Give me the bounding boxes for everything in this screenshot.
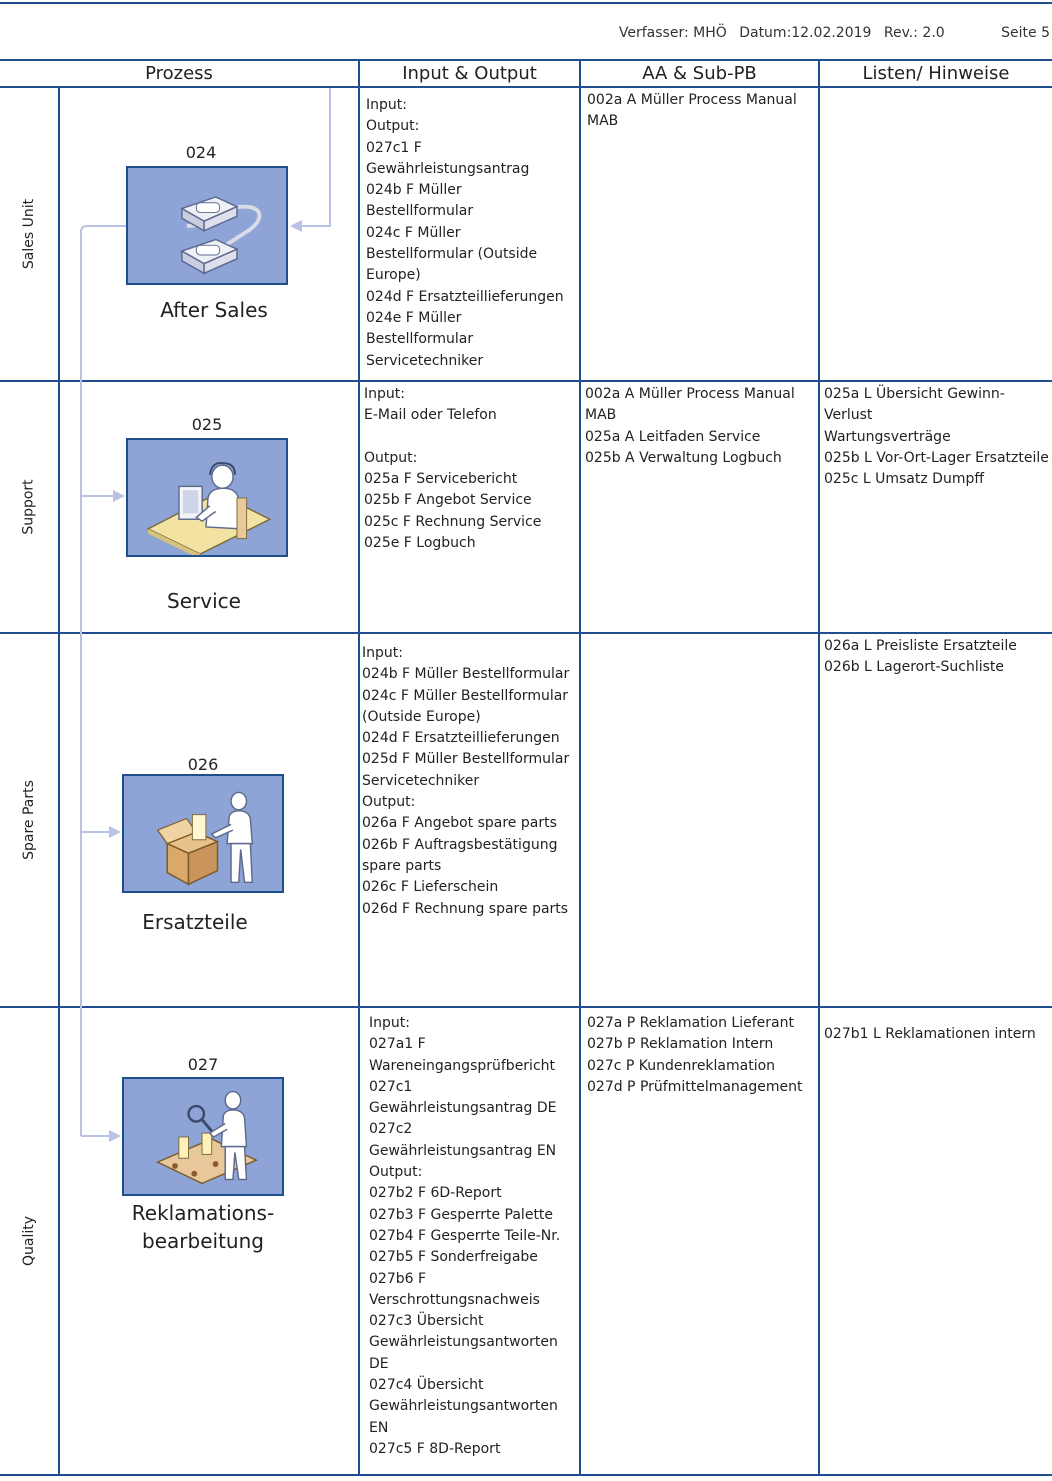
top-border (0, 2, 1052, 4)
lists-cell-reklamationsbearbeitung: 027b1 L Reklamationen intern (824, 1026, 1036, 1042)
lane-divider-1 (0, 380, 1052, 382)
connector-from-top (292, 88, 330, 226)
date-text: Datum:12.02.2019 (739, 25, 872, 41)
aa-cell-service: 002a A Müller Process Manual MAB 025a A Leitfaden Service 025b A Verwaltung Logbuch (585, 386, 795, 466)
author-text: Verfasser: MHÖ (618, 25, 727, 41)
connector-main-trunk (81, 226, 126, 1136)
io-cell-after-sales: Input: Output: 027c1 F Gewährleistungsantrag 024b F Müller Bestellformular 024c F Müller Bestellformular (Outside Europe) 024d F Ersatzteillieferungen 024e F Müller Bestellformular Servicetechniker (366, 97, 564, 369)
process-name-service: Service (167, 589, 241, 613)
column-header-aa: AA & Sub-PB (642, 63, 757, 84)
packing-worker-icon (124, 776, 282, 891)
column-header-lists: Listen/ Hinweise (862, 63, 1010, 84)
aa-cell-reklamationsbearbeitung: 027a P Reklamation Lieferant 027b P Reklamation Intern 027c P Kundenreklamation 027d P Prüfmittelmanagement (587, 1015, 803, 1095)
aa-cell-after-sales: 002a A Müller Process Manual MAB (587, 92, 797, 130)
process-box-ersatzteile[interactable] (122, 774, 284, 893)
lane-divider-3 (0, 1006, 1052, 1008)
process-name-after-sales: After Sales (160, 298, 268, 322)
lane-label-sales-unit: Sales Unit (21, 198, 37, 270)
column-header-process: Prozess (145, 63, 213, 84)
process-number-027: 027 (187, 1055, 219, 1074)
lists-cell-ersatzteile: 026a L Preisliste Ersatzteile 026b L Lagerort-Suchliste (824, 638, 1017, 676)
process-number-026: 026 (187, 755, 219, 774)
header-bottom-border (0, 86, 1052, 88)
page-number: Seite 5 (1001, 25, 1050, 41)
io-cell-ersatzteile: Input: 024b F Müller Bestellformular 024c F Müller Bestellformular (Outside Europe) 024d F Ersatzteillieferungen 025d F Müller Bestellformular Servicetechniker Output: 026a F Angebot spare parts 026b F Auftragsbestätigung spare parts 026c F Lieferschein 026d F Rechnung spare parts (362, 645, 570, 917)
process-number-025: 025 (191, 415, 223, 434)
column-divider-1 (358, 59, 360, 1476)
column-divider-3 (818, 59, 820, 1476)
process-box-service[interactable] (126, 438, 288, 557)
io-cell-reklamationsbearbeitung: Input: 027a1 F Wareneingangsprüfbericht 027c1 Gewährleistungsantrag DE 027c2 Gewährleistungsantrag EN Output: 027b2 F 6D-Report 027b3 F Gesperrte Palette 027b4 F Gesperrte Teile-Nr. 027b5 F Sonderfreigabe 027b6 F Verschrottungsnachweis 027c3 Übersicht Gewährleistungsantworten DE 027c4 Übersicht Gewährleistungsantworten EN 027c5 F 8D-Report (369, 1015, 561, 1457)
service-agent-icon (128, 440, 286, 555)
lane-divider-2 (0, 632, 1052, 634)
process-number-024: 024 (185, 143, 217, 162)
lane-label-support: Support (21, 479, 37, 535)
header-top-border (0, 59, 1052, 61)
lane-label-spare-parts: Spare Parts (21, 780, 38, 860)
process-box-reklamationsbearbeitung[interactable] (122, 1077, 284, 1196)
telephones-icon (128, 168, 286, 283)
lane-label-quality: Quality (21, 1215, 37, 1267)
process-name-ersatzteile: Ersatzteile (142, 910, 248, 934)
process-box-after-sales[interactable] (126, 166, 288, 285)
lists-cell-service: 025a L Übersicht Gewinn- Verlust Wartungsverträge 025b L Vor-Ort-Lager Ersatzteile 025c L Umsatz Dumpff (824, 386, 1049, 488)
revision-text: Rev.: 2.0 (883, 25, 945, 41)
quality-inspector-icon (124, 1079, 282, 1194)
bottom-border (0, 1474, 1052, 1476)
column-divider-2 (579, 59, 581, 1476)
lane-label-divider (58, 86, 60, 1476)
document-header (611, 25, 1050, 41)
io-cell-service: Input: E-Mail oder Telefon Output: 025a F Servicebericht 025b F Angebot Service 025c F Rechnung Service 025e F Logbuch (364, 386, 542, 552)
process-name-reklamationsbearbeitung: Reklamations- bearbeitung (131, 1201, 275, 1253)
column-header-io: Input & Output (402, 63, 537, 84)
